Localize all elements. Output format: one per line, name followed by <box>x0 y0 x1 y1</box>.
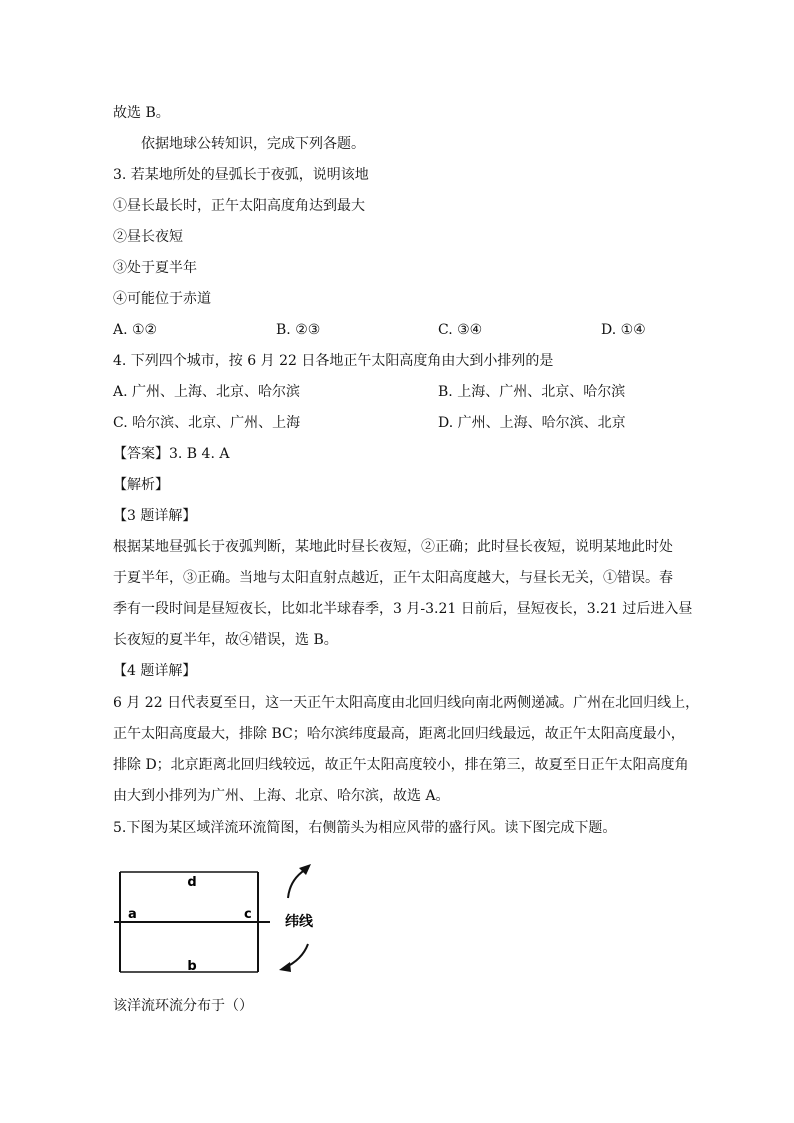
question-5-prompt: 该洋流环流分布于（） <box>113 998 253 1014</box>
statement-1: ①昼长最长时，正午太阳高度角达到最大 <box>113 198 365 214</box>
lower-wind-arrowhead <box>279 962 291 972</box>
question-3-stem: 3. 若某地所处的昼弧长于夜弧，说明该地 <box>113 167 369 183</box>
text-line: 故选 B。 <box>113 105 170 121</box>
ocean-current-diagram <box>110 860 330 980</box>
q3-option-a: A. ①② <box>113 322 158 338</box>
q4-explanation-line: 正午太阳高度最大，排除 BC；哈尔滨纬度最高，距离北回归线最远，故正午太阳高度最小， <box>113 726 685 742</box>
q4-option-a: A. 广州、上海、北京、哈尔滨 <box>113 384 301 400</box>
statement-4: ④可能位于赤道 <box>113 291 211 307</box>
latitude-label: 纬线 <box>285 914 313 930</box>
analysis-heading: 【解析】 <box>113 477 169 493</box>
q3-explanation-line: 长夜短的夏半年，故④错误，选 B。 <box>113 632 338 648</box>
q3-explanation-heading: 【3 题详解】 <box>113 508 197 524</box>
q4-explanation-heading: 【4 题详解】 <box>113 663 197 679</box>
label-a: a <box>128 907 137 922</box>
q4-option-b: B. 上海、广州、北京、哈尔滨 <box>438 384 626 400</box>
q4-explanation-line: 排除 D；北京距离北回归线较远，故正午太阳高度较小，排在第三，故夏至日正午太阳高度角 <box>113 757 689 773</box>
q4-option-c: C. 哈尔滨、北京、广州、上海 <box>113 415 301 431</box>
q3-option-d: D. ①④ <box>601 322 646 338</box>
question-5-stem: 5.下图为某区域洋流环流简图，右侧箭头为相应风带的盛行风。读下图完成下题。 <box>113 820 617 836</box>
q3-explanation-line: 季有一段时间是昼短夜长，比如北半球春季，3 月-3.21 日前后，昼短夜长，3.21 过后进入昼 <box>113 601 693 617</box>
q3-explanation-line: 于夏半年，③正确。当地与太阳直射点越近，正午太阳高度越大，与昼长无关，①错误。春 <box>113 570 673 586</box>
q4-option-d: D. 广州、上海、哈尔滨、北京 <box>438 415 626 431</box>
label-c: c <box>244 907 252 922</box>
statement-2: ②昼长夜短 <box>113 229 183 245</box>
q3-explanation-line: 根据某地昼弧长于夜弧判断，某地此时昼长夜短，②正确；此时昼长夜短，说明某地此时处 <box>113 539 673 555</box>
q4-explanation-line: 由大到小排列为广州、上海、北京、哈尔滨，故选 A。 <box>113 788 450 804</box>
answer-line: 【答案】3. B 4. A <box>113 446 230 462</box>
question-intro: 依据地球公转知识，完成下列各题。 <box>141 136 365 152</box>
statement-3: ③处于夏半年 <box>113 260 197 276</box>
label-d: d <box>187 875 197 890</box>
q3-option-b: B. ②③ <box>276 322 321 338</box>
q4-explanation-line: 6 月 22 日代表夏至日，这一天正午太阳高度由北回归线向南北两侧递减。广州在北回归线上， <box>113 695 700 711</box>
label-b: b <box>187 959 197 974</box>
question-4-stem: 4. 下列四个城市，按 6 月 22 日各地正午太阳高度角由大到小排列的是 <box>113 353 554 369</box>
q3-option-c: C. ③④ <box>438 322 483 338</box>
